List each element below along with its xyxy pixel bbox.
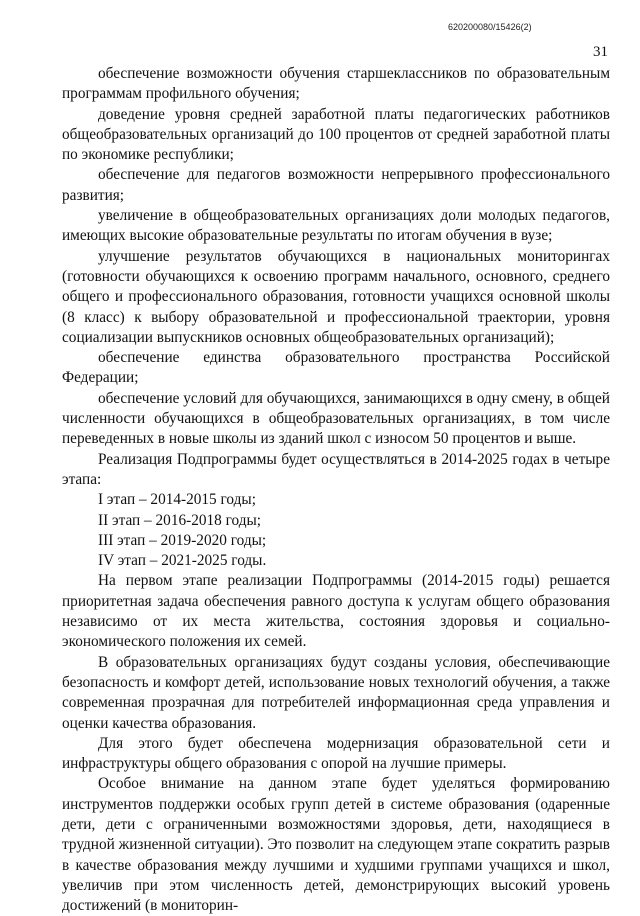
stage-item: IV этап – 2021-2025 годы. (98, 552, 267, 570)
page-number: 31 (593, 44, 608, 60)
stage-item: III этап – 2019-2020 годы; (98, 531, 267, 549)
paragraph: увеличение в общеобразовательных организациях доли молодых педагогов, имеющих высокие образовательные результаты по итогам обучения в вузе; (62, 207, 610, 245)
paragraph: обеспечение единства образовательного пространства Российской Федерации; (62, 349, 610, 387)
paragraph: обеспечение условий для обучающихся, занимающихся в одну смену, в общей численности обучающихся в общеобразовательных организациях, в том числе переведенных в новые школы из зданий школ с износом 50 процентов и выше. (62, 389, 610, 448)
paragraph: Реализация Подпрограммы будет осуществляться в 2014-2025 годах в четыре этапа: (62, 450, 610, 488)
stage-item: I этап – 2014-2015 годы; (98, 491, 256, 509)
document-body (62, 64, 610, 916)
paragraph: В образовательных организациях будут созданы условия, обеспечивающие безопасность и комфорт детей, использование новых технологий обучения, а также современная прозрачная для потребителей информационная среда управления и оценки качества образования. (62, 653, 610, 732)
paragraph: Для этого будет обеспечена модернизация образовательной сети и инфраструктуры общего образования с опорой на лучшие примеры. (62, 734, 610, 773)
paragraph: На первом этапе реализации Подпрограммы (2014-2015 годы) решается приоритетная задача обеспечения равного доступа к услугам общего образования независимо от их места жительства, состояния здоровья и социально-экономического положения их семей. (62, 572, 610, 651)
document-id: 620200080/15426(2) (448, 22, 532, 32)
paragraph: обеспечение возможности обучения старшеклассников по образовательным программам профильного обучения; (62, 65, 610, 103)
stage-item: II этап – 2016-2018 годы; (98, 511, 262, 529)
paragraph: доведение уровня средней заработной платы педагогических работников общеобразовательных организаций до 100 процентов от средней заработной платы по экономике республики; (62, 105, 610, 164)
paragraph: Особое внимание на данном этапе будет уделяться формированию инструментов поддержки особых групп детей в системе образования (одаренные дети, дети с ограниченными возможностями здоровья, дети, находящиеся в трудной жизненной ситуации). Это позволит на следующем этапе сократить разрыв в качестве образования между лучшими и худшими группами учащихся и школ, увеличив при этом численность детей, демонстрирующих высокий уровень достижений (в мониторин- (62, 775, 610, 915)
paragraph: улучшение результатов обучающихся в национальных мониторингах (готовности обучающихся к освоению программ начального, основного, среднего общего и профессионального образования, готовности учащихся основной школы (8 класс) к выбору образовательной и профессиональной траектории, уровня социализации выпускников основных общеобразовательных организаций); (62, 247, 610, 346)
paragraph: обеспечение для педагогов возможности непрерывного профессионального развития; (62, 166, 610, 204)
